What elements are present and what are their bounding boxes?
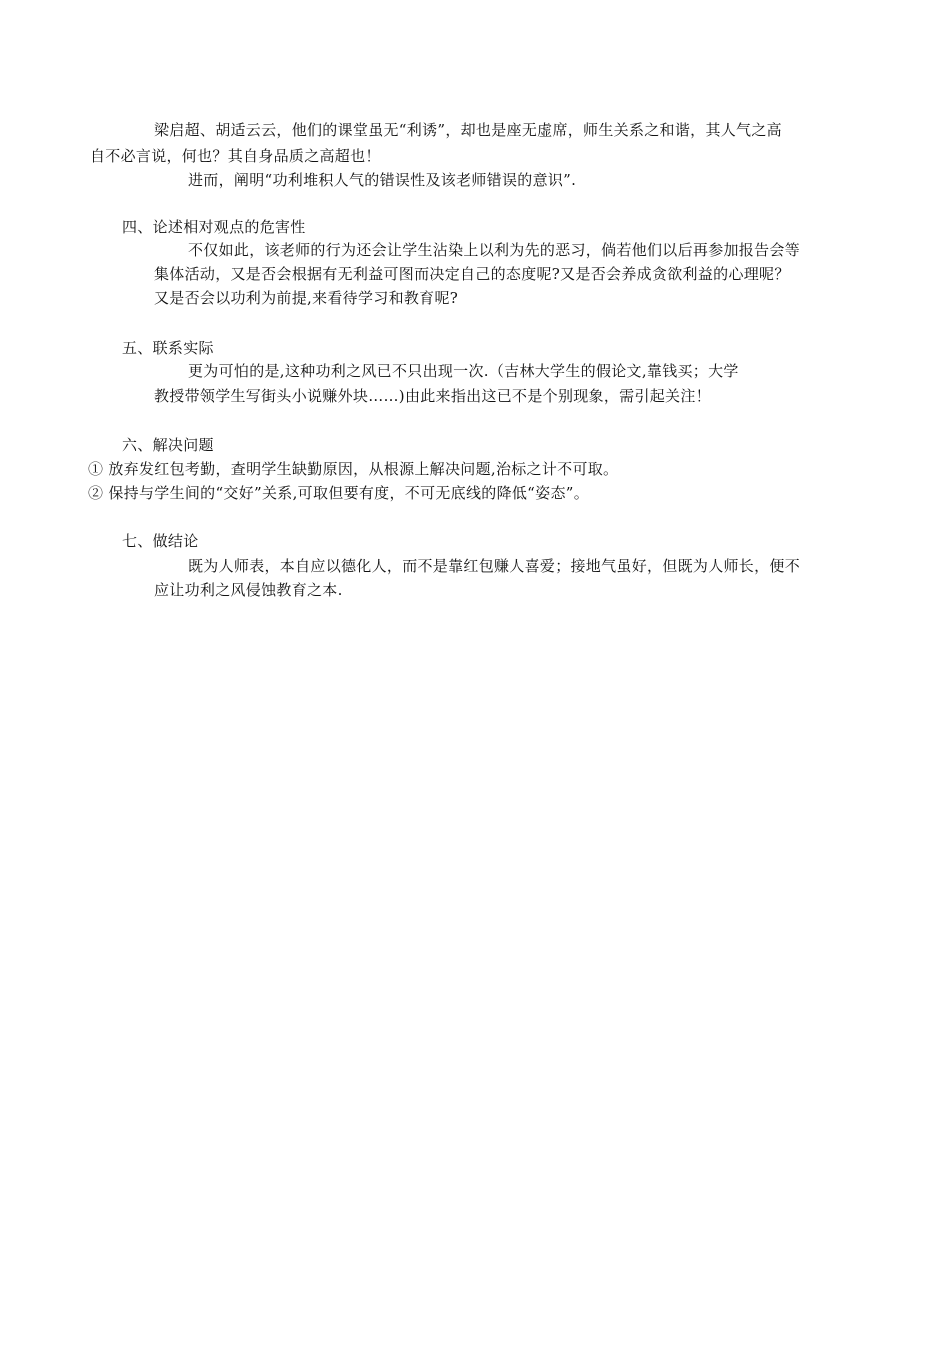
paragraph1-line3: 进而，阐明“功利堆积人气的错误性及该老师错误的意识”. bbox=[188, 171, 577, 189]
section5-line1: 更为可怕的是,这种功利之风已不只出现一次.（吉林大学生的假论文,靠钱买；大学 bbox=[188, 362, 739, 380]
section5-heading: 五、联系实际 bbox=[122, 339, 214, 357]
section6-heading: 六、解决问题 bbox=[122, 436, 214, 454]
paragraph1-line2: 自不必言说，何也？其自身品质之高超也！ bbox=[90, 147, 381, 165]
section4-line1: 不仅如此，该老师的行为还会让学生沾染上以利为先的恶习，倘若他们以后再参加报告会等 bbox=[188, 241, 801, 259]
section7-line1: 既为人师表，本自应以德化人，而不是靠红包赚人喜爱；接地气虽好，但既为人师长，便不 bbox=[188, 557, 801, 575]
section7-heading: 七、做结论 bbox=[122, 532, 199, 550]
section7-line2: 应让功利之风侵蚀教育之本. bbox=[154, 581, 343, 599]
section4-line3: 又是否会以功利为前提,来看待学习和教育呢? bbox=[154, 289, 459, 307]
paragraph1-line1: 梁启超、胡适云云，他们的课堂虽无“利诱”，却也是座无虚席，师生关系之和谐，其人气之高 bbox=[154, 121, 782, 139]
section5-line2: 教授带领学生写街头小说赚外块……)由此来指出这已不是个别现象，需引起关注！ bbox=[154, 387, 711, 405]
section6-item1: ① 放弃发红包考勤，查明学生缺勤原因，从根源上解决问题,治标之计不可取。 bbox=[88, 460, 619, 478]
section4-heading: 四、论述相对观点的危害性 bbox=[122, 218, 306, 236]
section4-line2: 集体活动，又是否会根据有无利益可图而决定自己的态度呢?又是否会养成贪欲利益的心理呢？ bbox=[154, 265, 790, 283]
section6-item2: ② 保持与学生间的“交好”关系,可取但要有度，不可无底线的降低“姿态”。 bbox=[88, 484, 590, 502]
